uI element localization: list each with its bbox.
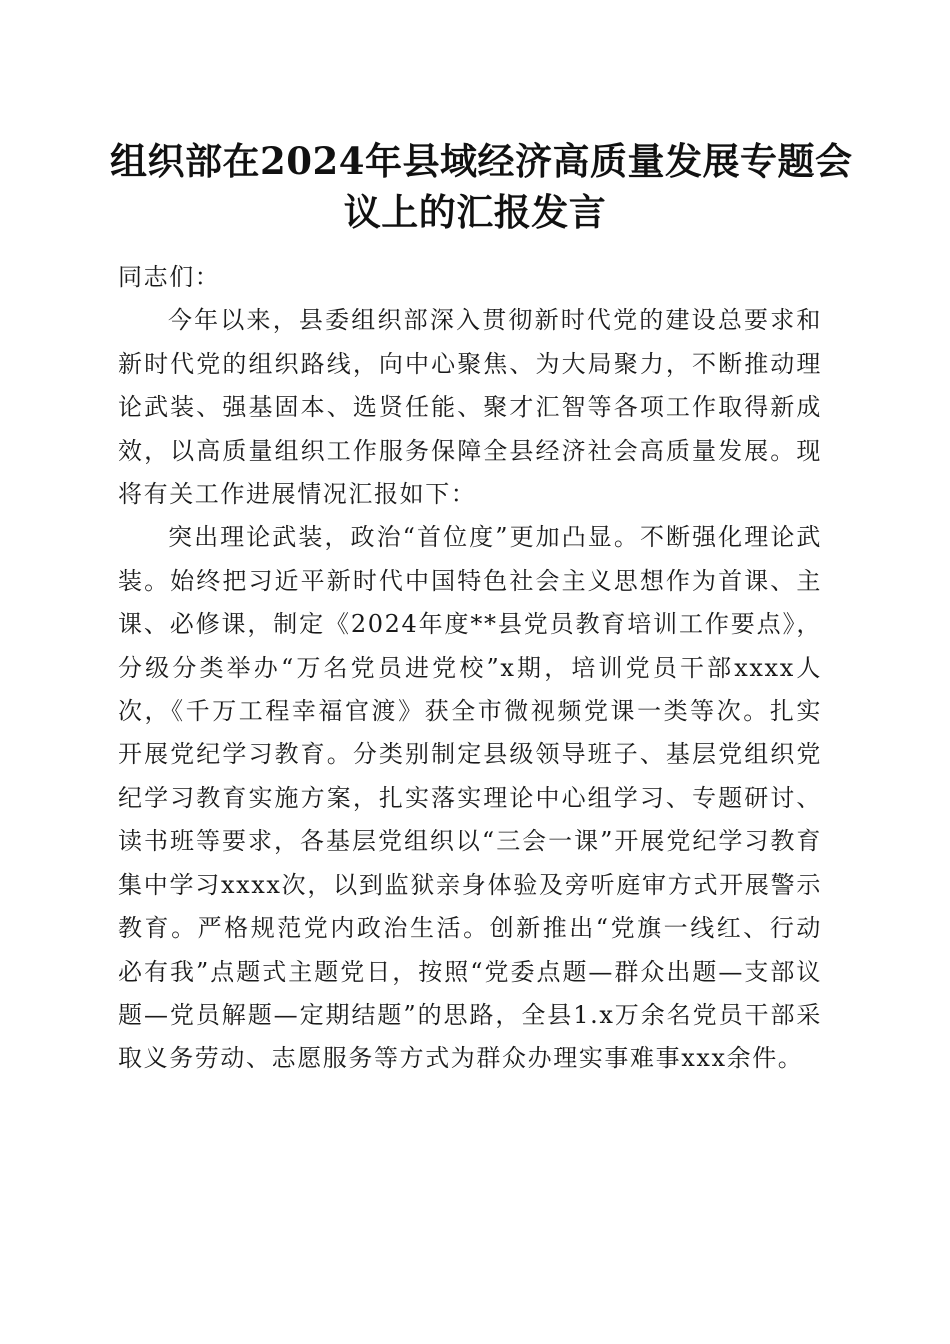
salutation: 同志们： [118,263,221,291]
paragraph-theory: 突出理论武装，政治“首位度”更加凸显。不断强化理论武装。始终把习近平新时代中国特色社会主义思想作为首课、主课、必修课，制定《2024年度**县党员教育培训工作要点》，分级分类举办“万名党员进党校”x期，培训党员干部xxxx人次，《千万工程幸福官渡》获全市微视频党课一类等次。扎实开展党纪学习教育。分类别制定县级领导班子、基层党组织党纪学习教育实施方案，扎实落实理论中心组学习、专题研讨、读书班等要求，各基层党组织以“三会一课”开展党纪学习教育集中学习xxxx次，以到监狱亲身体验及旁听庭审方式开展警示教育。严格规范党内政治生活。创新推出“党旗一线红、行动必有我”点题式主题党日，按照“党委点题—群众出题—支部议题—党员解题—定期结题”的思路，全县1.x万余名党员干部采取义务劳动、志愿服务等方式为群众办理实事难事xxx余件。 [118,523,822,1073]
title-line-1: 组织部在2024年县域经济高质量发展专题会 [110,139,853,183]
document-body [118,256,822,1081]
paragraph-intro: 今年以来，县委组织部深入贯彻新时代党的建设总要求和新时代党的组织路线，向中心聚焦、为大局聚力，不断推动理论武装、强基固本、选贤任能、聚才汇智等各项工作取得新成效，以高质量组织工作服务保障全县经济社会高质量发展。现将有关工作进展情况汇报如下： [118,306,822,509]
document-title [110,136,853,238]
title-line-2: 议上的汇报发言 [343,190,607,234]
